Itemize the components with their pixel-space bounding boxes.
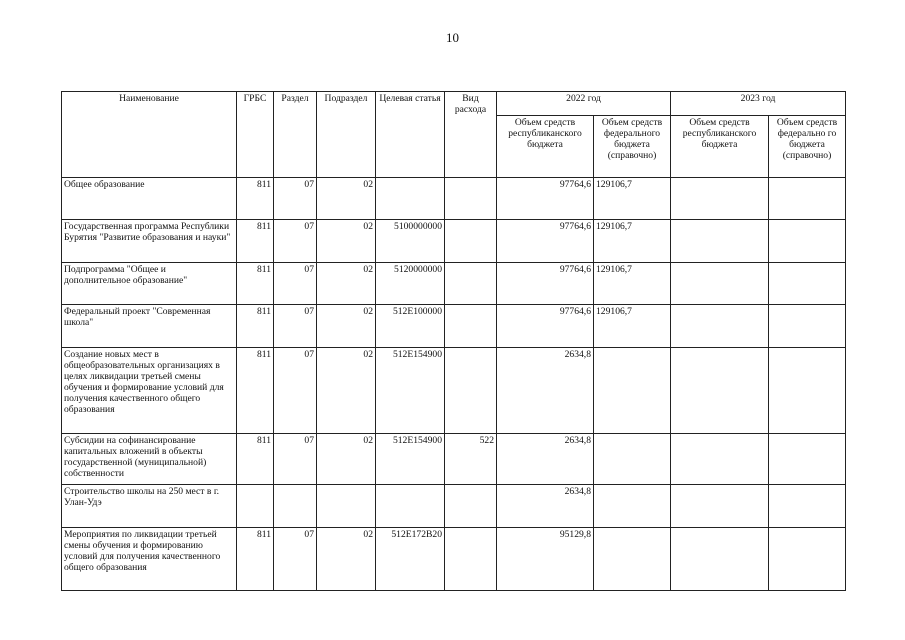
cell-republic-2022: 97764,6 [497,263,594,305]
cell-subsection: 02 [317,348,376,434]
cell-subsection: 02 [317,434,376,485]
cell-target: 512E100000 [376,305,445,348]
cell-target: 512E172B20 [376,528,445,591]
cell-federal-2023 [769,348,846,434]
cell-federal-2022 [594,528,671,591]
header-expense-type: Вид расхода [445,92,497,178]
header-republic-2023: Объем средств республиканского бюджета [671,116,769,178]
table-body [62,178,846,591]
cell-section: 07 [274,348,317,434]
cell-section: 07 [274,305,317,348]
header-section: Раздел [274,92,317,178]
cell-target: 5120000000 [376,263,445,305]
table-row [62,220,846,263]
header-year-2022: 2022 год [497,92,671,116]
cell-subsection [317,485,376,528]
cell-target [376,485,445,528]
cell-republic-2023 [671,305,769,348]
cell-republic-2022: 97764,6 [497,178,594,220]
cell-target: 5100000000 [376,220,445,263]
header-republic-2022: Объем средств республиканского бюджета [497,116,594,178]
budget-table [61,91,846,591]
cell-expense-type [445,220,497,263]
cell-section: 07 [274,263,317,305]
cell-republic-2023 [671,528,769,591]
page-number: 10 [446,30,459,45]
cell-federal-2022: 129106,7 [594,263,671,305]
cell-republic-2022: 97764,6 [497,305,594,348]
cell-subsection: 02 [317,305,376,348]
cell-republic-2023 [671,178,769,220]
cell-expense-type [445,305,497,348]
cell-name: Общее образование [62,178,237,220]
cell-expense-type [445,263,497,305]
cell-federal-2022: 129106,7 [594,305,671,348]
cell-name: Строительство школы на 250 мест в г. Улан-Удэ [62,485,237,528]
cell-section [274,485,317,528]
cell-republic-2022: 2634,8 [497,485,594,528]
header-year-2023: 2023 год [671,92,846,116]
cell-target: 512E154900 [376,348,445,434]
cell-grbs: 811 [237,263,274,305]
header-federal-2023: Объем средств федерально го бюджета (справочно) [769,116,846,178]
cell-republic-2023 [671,434,769,485]
cell-expense-type [445,528,497,591]
cell-name: Мероприятия по ликвидации третьей смены обучения и формированию условий для получения качественного общего образования [62,528,237,591]
cell-federal-2023 [769,220,846,263]
cell-republic-2022: 2634,8 [497,434,594,485]
cell-grbs [237,485,274,528]
cell-target: 512E154900 [376,434,445,485]
table-row [62,305,846,348]
table-row [62,263,846,305]
cell-subsection: 02 [317,528,376,591]
cell-federal-2022 [594,485,671,528]
cell-expense-type [445,348,497,434]
table-row [62,178,846,220]
cell-federal-2023 [769,305,846,348]
table-row [62,434,846,485]
cell-section: 07 [274,178,317,220]
cell-subsection: 02 [317,178,376,220]
cell-federal-2023 [769,434,846,485]
cell-republic-2022: 97764,6 [497,220,594,263]
cell-grbs: 811 [237,178,274,220]
cell-subsection: 02 [317,263,376,305]
cell-name: Государственная программа Республики Бурятия "Развитие образования и науки" [62,220,237,263]
cell-republic-2023 [671,263,769,305]
cell-section: 07 [274,220,317,263]
cell-federal-2022 [594,434,671,485]
cell-republic-2023 [671,220,769,263]
cell-grbs: 811 [237,305,274,348]
header-name: Наименование [62,92,237,178]
cell-federal-2023 [769,263,846,305]
cell-name: Субсидии на софинансирование капитальных вложений в объекты государственной (муниципальной) собственности [62,434,237,485]
cell-republic-2023 [671,485,769,528]
cell-section: 07 [274,434,317,485]
table-row [62,348,846,434]
cell-section: 07 [274,528,317,591]
cell-grbs: 811 [237,220,274,263]
header-federal-2022: Объем средств федерального бюджета (справочно) [594,116,671,178]
cell-expense-type: 522 [445,434,497,485]
cell-target [376,178,445,220]
cell-republic-2022: 95129,8 [497,528,594,591]
table-row [62,528,846,591]
cell-subsection: 02 [317,220,376,263]
header-target: Целевая статья [376,92,445,178]
cell-republic-2022: 2634,8 [497,348,594,434]
table-row [62,485,846,528]
cell-federal-2022: 129106,7 [594,178,671,220]
cell-expense-type [445,178,497,220]
cell-federal-2023 [769,485,846,528]
cell-name: Федеральный проект "Современная школа" [62,305,237,348]
cell-grbs: 811 [237,434,274,485]
cell-federal-2022: 129106,7 [594,220,671,263]
cell-grbs: 811 [237,348,274,434]
cell-name: Создание новых мест в общеобразовательных организациях в целях ликвидации третьей смены обучения и формирование условий для получения качественного общего образования [62,348,237,434]
cell-federal-2023 [769,528,846,591]
table-header [62,92,846,178]
header-grbs: ГРБС [237,92,274,178]
cell-grbs: 811 [237,528,274,591]
header-subsection: Подраздел [317,92,376,178]
cell-expense-type [445,485,497,528]
cell-name: Подпрограмма "Общее и дополнительное образование" [62,263,237,305]
cell-republic-2023 [671,348,769,434]
cell-federal-2023 [769,178,846,220]
cell-federal-2022 [594,348,671,434]
